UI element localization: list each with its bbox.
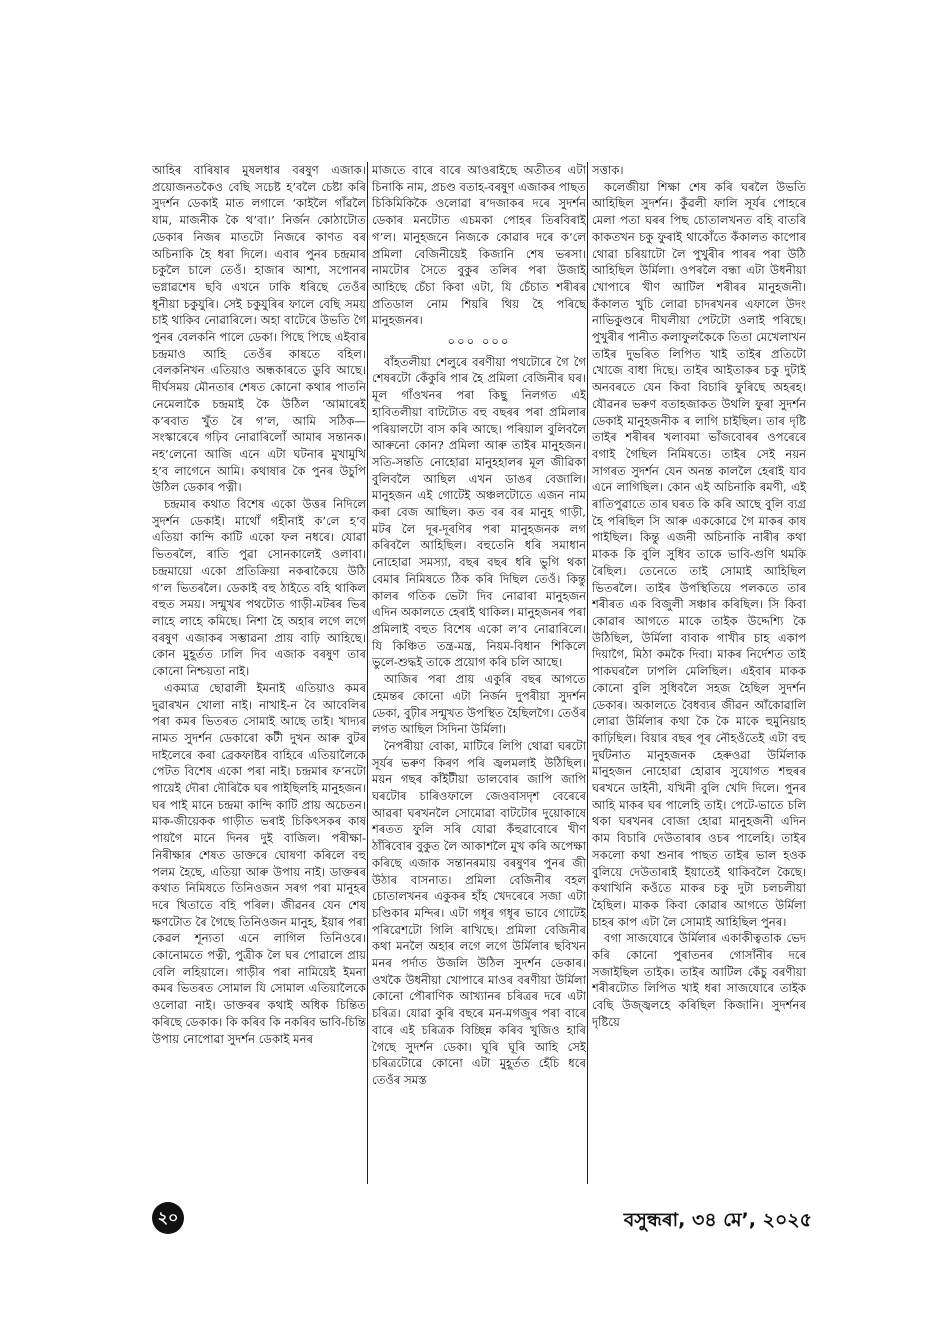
paragraph: একমাত্ৰ ছোৱালী ইমনাই এতিয়াও কমৰ দুৱাৰখন খোলা নাই। নাখাই-ন বৈ আবেলিৰ পৰা কমৰ ভিতৰত সোমাই আছে তাই। খাদ্যৰ নামত সুদৰ্শন ডেকাৰো কটী দুখন আৰু বুটৰ দাইলেৰে কৰা ব্ৰেকফাষ্টৰ বাহিৰে এতিয়ালৈকে পেটত বিশেষ একো পৰা নাই। চন্দ্ৰমাৰ ফ’নটো পায়েই দৌৰা দৌৰিকৈ ঘৰ পাইছিলহি মানুহজন। ঘৰ পাই মানে চন্দ্ৰমা কান্দি কাটি প্ৰায় অচেতন। মাক-জীয়েকক গাড়ীত ভৰাই চিকিৎসকৰ কাষ পায়গৈ মানে দিনৰ দুই বাজিল। পৰীক্ষা-নিৰীক্ষাৰ শেষত ডাক্তৰে ঘোষণা কৰিলে বহু পলম হৈছে, এতিয়া আৰু উপায় নাই। ডাক্তৰৰ কথাত নিমিষতে তিনিওজন সৰগ পৰা মানুহৰ দৰে থিতাতে বহি পৰিল। জীৱনৰ যেন শেষ ক্ষণটোত ৰৈ গৈছে তিনিওজন মানুহ, ইয়াৰ পৰা কেৱল শূন্যতা এনে লাগিল তিনিওৰে। কোনোমতে পত্নী, পুত্ৰীক লৈ ঘৰ পোৱালে প্ৰায় বেলি লহিয়ালে। গাড়ীৰ পৰা নামিয়েই ইমনা কমৰ ভিতৰত সোমাল যি সোমাল এতিয়ালৈকে ওলোৱা নাই। ডাক্তৰৰ কথাই অধিক চিন্তিত কৰিছে ডেকাক। কি কৰিব কি নকৰিব ভাবি-চিন্তি উপায় নোপোৱা সুদৰ্শন ডেকাই মনৰ <box>152 680 366 1046</box>
paragraph: বগা সাজযোৰে উৰ্মিলাৰ একাকীত্বতাক ভেদ কৰি কোনো পুৰাতনৰ গোসাঁনীৰ দৰে সজাইছিল তাইক। তাইৰ আটিল কেঁচু বৰণীয়া শৰীৰটোত লিপিত খাই ধৰা সাজযোৰে তাইক বেছি উজ্জ্বলহে কৰিছিল কিজানি। সুদৰ্শনৰ দৃষ্টিয়ে <box>592 931 806 1029</box>
paragraph: মাজতে বাৰে বাৰে আওৰাইছে অতীতৰ এটা চিনাকি নাম, প্ৰচণ্ড বতাহ-বৰষুণ এজাকৰ পাছত চিকিমিকিকৈ ওলোৱা ৰ’দজাকৰ দৰে সুদৰ্শন ডেকাৰ মনটোত এচমকা পোহৰ তিৰবিৰাই গ’ল। মানুহজনে নিজকে কোৱাৰ দৰে ক’লে প্ৰমিলা বেজিনীয়েই কিজানি শেষ ভৰসা। নামটোৰ সৈতে বুকুৰ তলিৰ পৰা উজাই আহিছে চেঁচা কিবা এটা, যি চেঁচাত শৰীৰৰ প্ৰতিডাল নোম শিয়ৰি থিয় হৈ পৰিছে মানুহজনৰ। <box>372 163 586 328</box>
section-separator: ০০০ ০০০ <box>447 334 511 349</box>
paragraph: আহিৰ বাৰিষাৰ মুষলধাৰ বৰষুণ এজাক। প্ৰয়োজনতকৈও বেছি সচেষ্ট হ’বলৈ চেষ্টা কৰি সুদৰ্শন ডেকাই মাত লগালে ‘কাইলৈ গাঁৱলৈ যাম, মাজনীক কৈ থ’বা।’ নিৰ্জন কোঠাটোত ডেকাৰ নিজৰ মাতটো নিজৰে কাণত বৰ অচিনাকি হৈ ধৰা দিলে। এবাৰ পুনৰ চন্দ্ৰমাৰ চকুলৈ চালে তেওঁ। হাজাৰ আশা, সপোনৰ ভগ্নাৱশেষ ছবি এখনে ঢাকি ধৰিছে তেওঁৰ ধূনীয়া চকুযুৰি। সেই চকুযুৰিৰ ফালে বেছি সময় চাই থাকিব নোৱাৰিলে। অহা বাটেৰে উভতি গৈ পুনৰ বেলকনি পালে ডেকা। পিছে পিছে এইবাৰ চন্দ্ৰমাও আহি তেওঁৰ কাষতে বহিল। বেলকনিখন এতিয়াও অন্ধকাৰতে ডুবি আছে। দীৰ্ঘসময় মৌনতাৰ শেষত কোনো কথাৰ পাতনি নেমেলাকৈ চন্দ্ৰমাই কৈ উঠিল ‘আমাৰেই ক’ৰবাত খুঁত ৰৈ গ’ল, আমি সঠিক— সংস্কাৰেৰে গঢ়িব নোৱাৰিলোঁ আমাৰ সন্তানক। নহ’লেনো আজি এনে এটা ঘটনাৰ মুখামুখি হ’ব লাগেনে আমি। কথাষাৰ কৈ পুনৰ উচুপি উঠিল ডেকাৰ পত্নী। <box>152 163 366 495</box>
column-divider <box>587 162 588 1184</box>
article-column-1 <box>152 162 366 1184</box>
paragraph: সত্তাক। <box>592 163 624 177</box>
paragraph: কলেজীয়া শিক্ষা শেষ কৰি ঘৰলৈ উভতি আহিছিল সুদৰ্শন। কুঁৱলী ফালি সূৰ্যৰ পোহৰে মেলা পতা ঘৰৰ পিছ চোতালখনত বহি বাতৰি কাকতখন চকু ফুৰাই থাকোঁতে কঁকালত কাপোৰ থোৱা চৰিয়াটো লৈ পুখুৰীৰ পাৰৰ পৰা উঠি আহিছিল উৰ্মিলা। ওপৰলৈ বন্ধা এটা উধনীয়া খোপাৰে খীণ আটিল শৰীৰৰ মানুহজনী। কঁকালত খুচি লোৱা চাদৰখনৰ এফালে উদং নাভিকুণ্ডৰে দীঘলীয়া পেটটো ওলাই পৰিছে। পুখুৰীৰ পানীত কলাফুলকৈকে তিতা মেখেলাখন তাইৰ দুভৰিত লিপিত খাই তাইৰ প্ৰতিটো খোজে বাধা দিছে। তাইৰ আইতাকৰ চকু দুটাই অনবৰতে যেন কিবা বিচাৰি ফুৰিছে অহৰহ। যৌৱনৰ ভৰুণ বতাহজাকত উথলি ফুৰা সুদৰ্শন ডেকাই মানুহজনীক ৰ লাগি চাইছিল। তাৰ দৃষ্টি তাইৰ শৰীৰৰ খলাবমা ভাঁজবোৰৰ ওপৰেৰে বগাই গৈছিল নিমিষতে। তাইৰ সেই নয়ন সাগৰত সুদৰ্শন যেন অনন্ত কাললৈ হেৰাই যাব এনে লাগিছিল। কোন এই অচিনাকি ৰমণী, এই ৰাতিপুৱাতে তাৰ ঘৰত কি কৰি আছে বুলি ব্যগ্ৰ হৈ পৰিছিল সি আৰু এককোৱে গৈ মাকৰ কাষ পাইছিল। কিন্তু এজনী অচিনাকি নাৰীৰ কথা মাকক কি বুলি সুধিব তাকে ভাবি-গুণি থমকি ৰৈছিল। তেনেতে তাই সোমাই আহিছিল ভিতৰলৈ। তাইৰ উপস্থিতিয়ে পলকতে তাৰ শৰীৰত এক বিজুলী সঞ্চাৰ কৰিছিল। সি কিবা কোৱাৰ আগতে মাকে তাইক উদ্দেশ্যি কৈ উঠিছিল, উৰ্মিলা বাবাক গাখীৰ চাহ একাপ দিয়াগৈ, মিঠা কমকৈ দিবা। মাকৰ নিৰ্দেশত তাই পাকঘৰলৈ ঢাপলি মেলিছিল। এইবাৰ মাকক কোনো বুলি সুধিবলৈ সহজ হৈছিল সুদৰ্শন ডেকাৰ। অকালতে বৈধব্যৰ জীৱন আঁকোৱালি লোৱা উৰ্মিলাৰ কথা কৈ কৈ মাকে হুমুনিয়াহ কাঢ়িছিল। বিয়াৰ বছৰ পূৰ নৌহওঁতেই এটা বহু দুৰ্ঘটনাত মানুহজনক হেৰুওৱা উৰ্মিলাক মানুহজন নোহোৱা হোৱাৰ সুযোগত শহুৰৰ ঘৰখনে ডাইনী, যখিনী বুলি খেদি দিলে। পুনৰ আহি মাকৰ ঘৰ পালেহি তাই। পেটে-ভাতে চলি থকা ঘৰখনৰ বোজা হোৱা মানুহজনী এদিন কাম বিচাৰি দেউতাৰাৰ ওচৰ পালেহি। তাইৰ সকলো কথা শুনাৰ পাছত তাইৰ ভাল হওক বুলিয়ে দেউতাৰাই ইয়াতেই থাকিবলৈ কৈছে। কথাখিনি কওঁতে মাকৰ চকু দুটা চলচলীয়া হৈছিল। মাকক কিবা কোৱাৰ আগতে উৰ্মিলা চাহৰ কাপ এটা লৈ সোমাই আহিছিল পুনৰ। <box>592 179 806 929</box>
paragraph: বাঁহতলীয়া শেলুৰে বৰণীয়া পথটোৰে গৈ গৈ শেষৰটো কেঁকুৰি পাৰ হৈ প্ৰমিলা বেজিনীৰ ঘৰ। মূল গাঁওখনৰ পৰা কিছু নিলগত এই হাবিতলীয়া বাটটোত বহু বছৰৰ পৰা প্ৰমিলাৰ পৰিয়ালটো বাস কৰি আছে। পৰিয়াল বুলিবলৈ আৰুনো কোন? প্ৰমিলা আৰু তাইৰ মানুহজন। সতি-সন্ততি নোহোৱা মানুহহালৰ মূল জীৱিকা বুলিবলৈ আছিল এখন ডাঙৰ বেজালি। মানুহজন এই গোটেই অঞ্চলটোতে এজন নাম কৰা বেজ আছিল। কত বৰ বৰ মানুহ গাড়ী, মটৰ লৈ দূৰ-দূৰণিৰ পৰা মানুহজনক লগ কৰিবলৈ আহিছিল। বহুতেনি ধৰি সমাধান নোহোৱা সমস্যা, বছৰ বছৰ ধৰি ভুগি থকা বেমাৰ নিমিষতে ঠিক কৰি দিছিল তেওঁ। কিন্তু কালৰ গতিক ভেটা দিব নোৱাৰা মানুহজন এদিন অকালতে হেৰাই থাকিল। মানুহজনৰ পৰা প্ৰমিলাই বহুত বিশেষ একো ল’ব নোৱাৰিলে। যি কিঞ্চিত তন্ত্ৰ-মন্ত্ৰ, নিয়ম-বিধান শিকিলে ভুলে-শুদ্ধই তাকে প্ৰয়োগ কৰি চলি আছে। <box>372 354 586 670</box>
article-column-2 <box>372 162 586 1184</box>
paragraph: চন্দ্ৰমাৰ কথাত বিশেষ একো উত্তৰ নিদিলে সুদৰ্শন ডেকাই। মাথোঁ গহীনাই ক’লে হ’ব এতিয়া কান্দি কাটি একো ফল নধৰে। যোৱা ভিতৰলৈ, ৰাতি পুৱা সোনকালেই ওলাবা। চন্দ্ৰমায়ো একো প্ৰতিক্ৰিয়া নকৰাকৈয়ে উঠি গ’ল ভিতৰলৈ। ডেকাই বহু ঠাইতে বহি থাকিল বহুত সময়। সন্মুখৰ পথটোত গাড়ী-মটৰৰ ভিৰ লাহে লাহে কমিছে। নিশা হৈ অহাৰ লগে লগে বৰষুণ এজাকৰ সম্ভাৱনা প্ৰায় বাঢ়ি আহিছে। কোন মুহূৰ্তত ঢালি দিব এজাক বৰষুণ তাৰ কোনো নিশ্চয়তা নাই। <box>152 497 366 679</box>
page-number: ২০ <box>152 1202 184 1234</box>
page-footer <box>152 1202 812 1238</box>
paragraph: নৈপৰীয়া বোকা, মাটিৰে লিপি থোৱা ঘৰটো সূৰ্যৰ ভৰুণ কিৰণ পৰি জ্বলমলাই উঠিছিল। ময়ন গছৰ কাঁইটীয়া ডালবোৰ জাপি জাপি ঘৰটোৰ চাৰিওফালে জেওবাসদৃশ বেৰেৰে আৱৰা ঘৰখনলৈ সোমোৱা বাটটোৰ দুয়োকাষে শৰতত ফুলি সৰি যোৱা কঁহুৱাবোৰে খীণ ঠাঁৰিবোৰ বুকুত লৈ আকাশলৈ মুখ কৰি অপেক্ষা কৰিছে এজাক সন্তানৰমায় বৰষুণৰ পুনৰ জী উঠাৰ বাসনাত। প্ৰমিলা বেজিনীৰ বহল চোতালখনৰ একুকৰ হাঁহ খেদৰেৰে সজা এটা চণ্ডিকাৰ মন্দিৰ। এটা গধূৰ গধূৰ ভাবে গোটেই পৰিৱেশটো গিলি ৰাখিছে। প্ৰমিলা বেজিনীৰ কথা মনলৈ অহাৰ লগে লগে উৰ্মিলাৰ ছবিখন মনৰ পৰ্দাত উজলি উঠিল সুদৰ্শন ডেকাৰ। ওখকৈ উধনীয়া খোপাৰে মাওৰ বৰণীয়া উৰ্মিলা কোনো পৌৰাণিক আখ্যানৰ চৰিত্ৰৰ দৰে এটা চৰিত্ৰ। যোৱা কুৰি বছৰে মন-মগজুৰ পৰা বাৰে বাৰে এই চৰিত্ৰক বিচ্ছিন্ন কৰিব খুজিও হাৰি গৈছে সুদৰ্শন ডেকা। ঘূৰি ঘূৰি আহি সেই চৰিত্ৰটোৱে কোনো এটা মুহূৰ্তত হেঁচি ধৰে তেওঁৰ সমস্ত <box>372 738 586 1087</box>
magazine-issue-line: বসুন্ধৰা, ৩৪ মে’, ২০২৫ <box>623 1209 812 1231</box>
column-divider <box>367 162 368 1184</box>
paragraph: আজিৰ পৰা প্ৰায় একুৰি বছৰ আগতে হেমন্তৰ কোনো এটা নিৰ্জন দুপৰীয়া সুদৰ্শন ডেকা, বুঢ়ীৰ সন্মুখত উপস্থিত হৈছিলগৈ। তেওঁৰ লগত আছিল সিদিনা উৰ্মিলা। <box>372 672 586 737</box>
article-column-3 <box>592 162 806 1184</box>
